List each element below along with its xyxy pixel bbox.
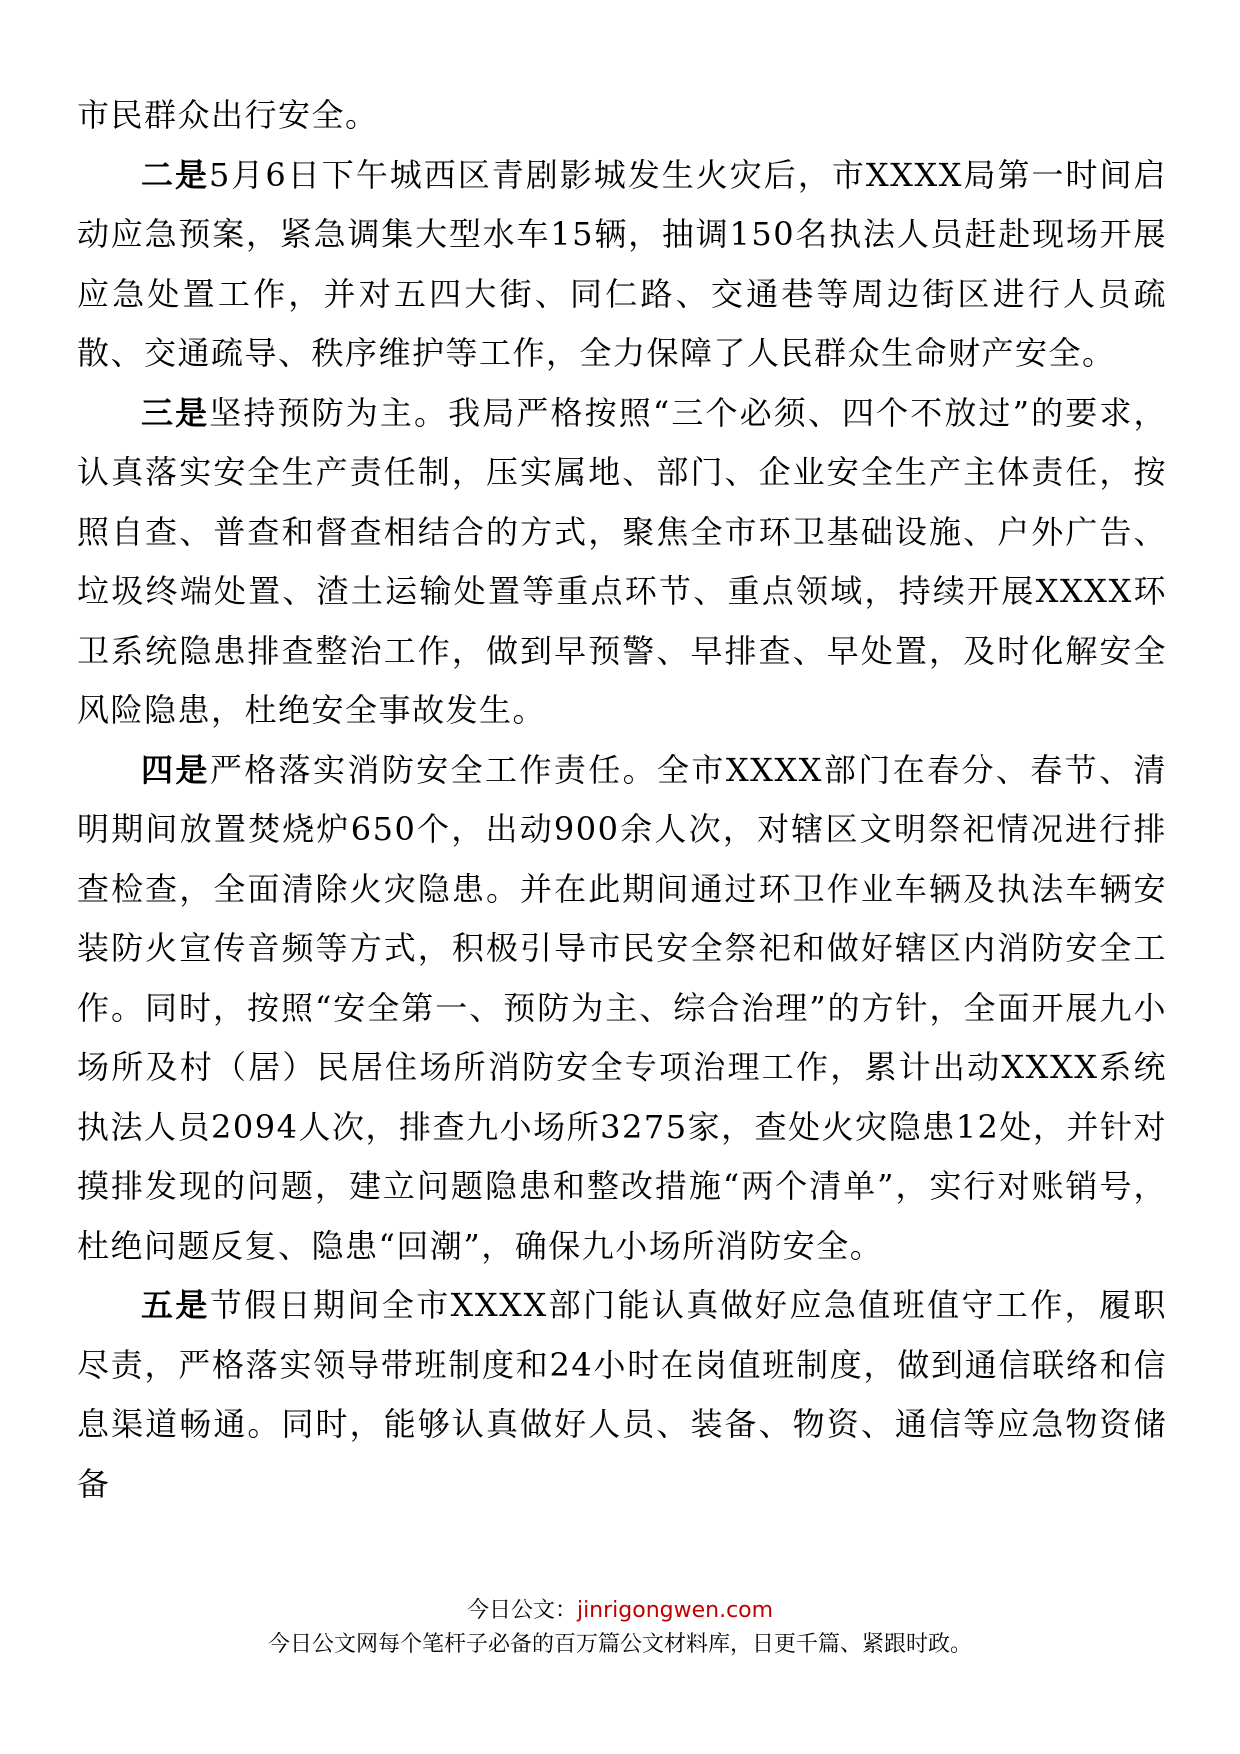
- paragraph-3: [77, 384, 1167, 741]
- footer-url-link[interactable]: jinrigongwen.com: [576, 1598, 774, 1623]
- paragraph-3-lead: 三是: [141, 393, 210, 432]
- paragraph-4: [77, 741, 1167, 1277]
- paragraph-4-text: 严格落实消防安全工作责任。全市XXXX部门在春分、春节、清明期间放置焚烧炉650个，出动900余人次，对辖区文明祭祀情况进行排查检查，全面清除火灾隐患。并在此期间通过环卫作业车辆及执法车辆安装防火宣传音频等方式，积极引导市民安全祭祀和做好辖区内消防安全工作。同时，按照“安全第一、预防为主、综合治理”的方针，全面开展九小场所及村（居）民居住场所消防安全专项治理工作，累计出动XXXX系统执法人员2094人次，排查九小场所3275家，查处火灾隐患12处，并针对摸排发现的问题，建立问题隐患和整改措施“两个清单”，实行对账销号，杜绝问题反复、隐患“回潮”，确保九小场所消防安全。: [77, 750, 1167, 1265]
- page-footer: [0, 1594, 1240, 1662]
- paragraph-2-text: 5月6日下午城西区青剧影城发生火灾后，市XXXX局第一时间启动应急预案，紧急调集大型水车15辆，抽调150名执法人员赶赴现场开展应急处置工作，并对五四大街、同仁路、交通巷等周边街区进行人员疏散、交通疏导、秩序维护等工作，全力保障了人民群众生命财产安全。: [77, 155, 1167, 372]
- paragraph-5-lead: 五是: [141, 1286, 210, 1324]
- footer-brand-line: [0, 1594, 1240, 1628]
- paragraph-2: [77, 146, 1167, 384]
- paragraph-2-lead: 二是: [141, 155, 210, 194]
- paragraph-3-text: 坚持预防为主。我局严格按照“三个必须、四个不放过”的要求，认真落实安全生产责任制，压实属地、部门、企业安全生产主体责任，按照自查、普查和督查相结合的方式，聚焦全市环卫基础设施、户外广告、垃圾终端处置、渣土运输处置等重点环节、重点领域，持续开展XXXX环卫系统隐患排查整治工作，做到早预警、早排查、早处置，及时化解安全风险隐患，杜绝安全事故发生。: [77, 393, 1167, 729]
- footer-brand-label: 今日公文：: [466, 1598, 577, 1623]
- paragraph-4-lead: 四是: [141, 750, 210, 789]
- paragraph-1: [77, 86, 1167, 146]
- paragraph-5-text: 节假日期间全市XXXX部门能认真做好应急值班值守工作，履职尽责，严格落实领导带班制度和24小时在岗值班制度，做到通信联络和信息渠道畅通。同时，能够认真做好人员、装备、物资、通信等应急物资储备: [77, 1286, 1167, 1503]
- paragraph-5: [77, 1276, 1167, 1514]
- document-body: [77, 86, 1167, 1514]
- paragraph-1-text: 市民群众出行安全。: [77, 96, 379, 134]
- footer-slogan: 今日公文网每个笔杆子必备的百万篇公文材料库，日更千篇、紧跟时政。: [267, 1632, 972, 1657]
